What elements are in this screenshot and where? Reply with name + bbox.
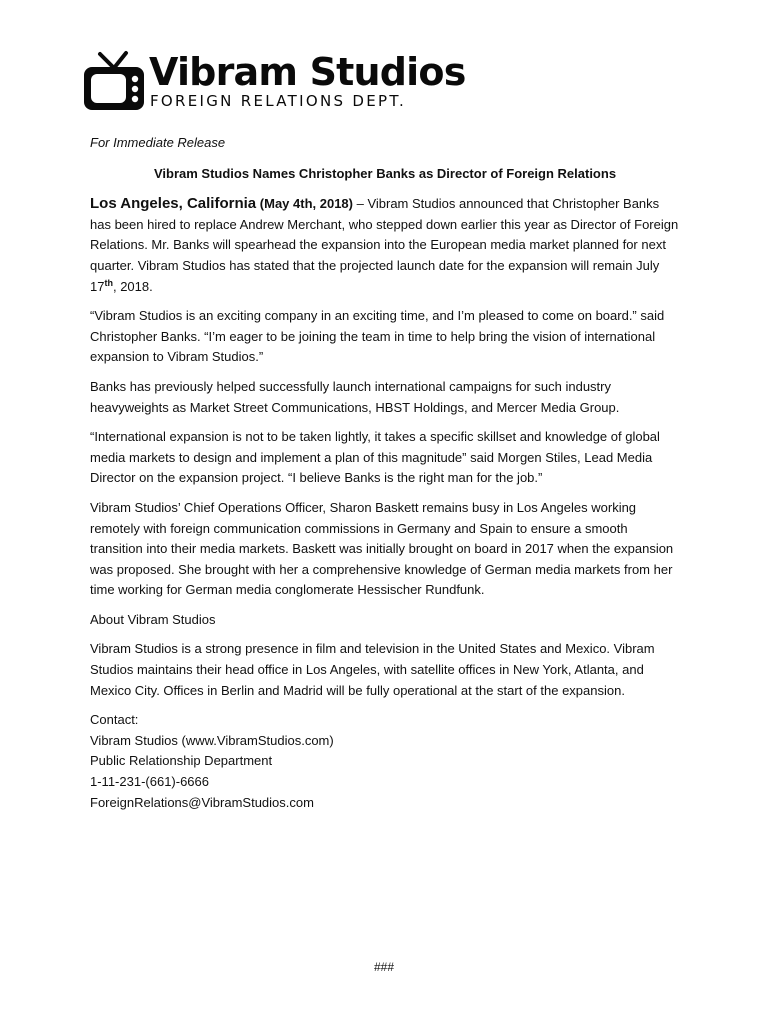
lead-paragraph-text: – Vibram Studios announced that Christopher Banks has been hired to replace Andrew Merchant, who stepped down earlier this year as Director of Foreign Relations. Mr. Banks will spearhead the expansion into the European media market planned for next quarter. Vibram Studios has stated that the projected launch date for the expansion will remain July 17 (90, 196, 679, 294)
quote-paragraph: “Vibram Studios is an exciting company in an exciting time, and I’m pleased to come on board.” said Christopher Banks. “I’m eager to be joining the team in time to help bring the vision of international expansion to Vibram Studios.” (90, 308, 665, 365)
release-label: For Immediate Release (90, 135, 226, 150)
contact-company: Vibram Studios (www.VibramStudios.com) (90, 732, 334, 748)
end-mark: ### (373, 960, 395, 974)
contact-block (90, 710, 680, 813)
tv-icon (83, 50, 145, 114)
release-date: (May 4th, 2018) (259, 196, 353, 212)
press-release-body (90, 133, 680, 813)
company-logo (83, 50, 466, 114)
contact-phone: 1-11-231-(661)-6666 (90, 774, 209, 790)
endorsement-paragraph: “International expansion is not to be taken lightly, it takes a specific skillset and knowledge of global media markets to design and implement a plan of this magnitude” said Morgen Stiles, Lead Media Director on the expansion project. “I believe Banks is the right man for the job.” (90, 429, 660, 486)
contact-email: ForeignRelations@VibramStudios.com (90, 794, 314, 810)
about-paragraph: Vibram Studios is a strong presence in film and television in the United States and Mexico. Vibram Studios maintains their head office in Los Angeles, with satellite offices in New York, Atlanta, and Mexico City. Offices in Berlin and Madrid will be fully operational at the start of the expansion. (90, 641, 655, 698)
date-ordinal-suffix: th (104, 277, 113, 288)
background-paragraph: Banks has previously helped successfully launch international campaigns for such industry heavyweights as Market Street Communications, HBST Holdings, and Mercer Media Group. (90, 378, 620, 415)
about-heading: About Vibram Studios (90, 611, 216, 627)
logo-company-name: Vibram Studios (149, 50, 466, 94)
contact-label: Contact: (90, 712, 139, 728)
contact-department: Public Relationship Department (90, 753, 273, 769)
dateline: Los Angeles, California (90, 195, 257, 213)
headline: Vibram Studios Names Christopher Banks as Director of Foreign Relations (153, 165, 617, 181)
lead-paragraph (90, 194, 680, 297)
logo-department-name: FOREIGN RELATIONS DEPT. (150, 92, 407, 110)
lead-paragraph-end: , 2018. (112, 278, 153, 294)
coo-paragraph: Vibram Studios’ Chief Operations Officer, Sharon Baskett remains busy in Los Angeles working remotely with foreign communication commissions in Germany and Spain to ensure a smooth transition into their media markets. Baskett was initially brought on board in 2017 when the expansion was proposed. She brought with her a comprehensive knowledge of German media markets from her time working for German media conglomerate Hessischer Rundfunk. (90, 499, 674, 598)
